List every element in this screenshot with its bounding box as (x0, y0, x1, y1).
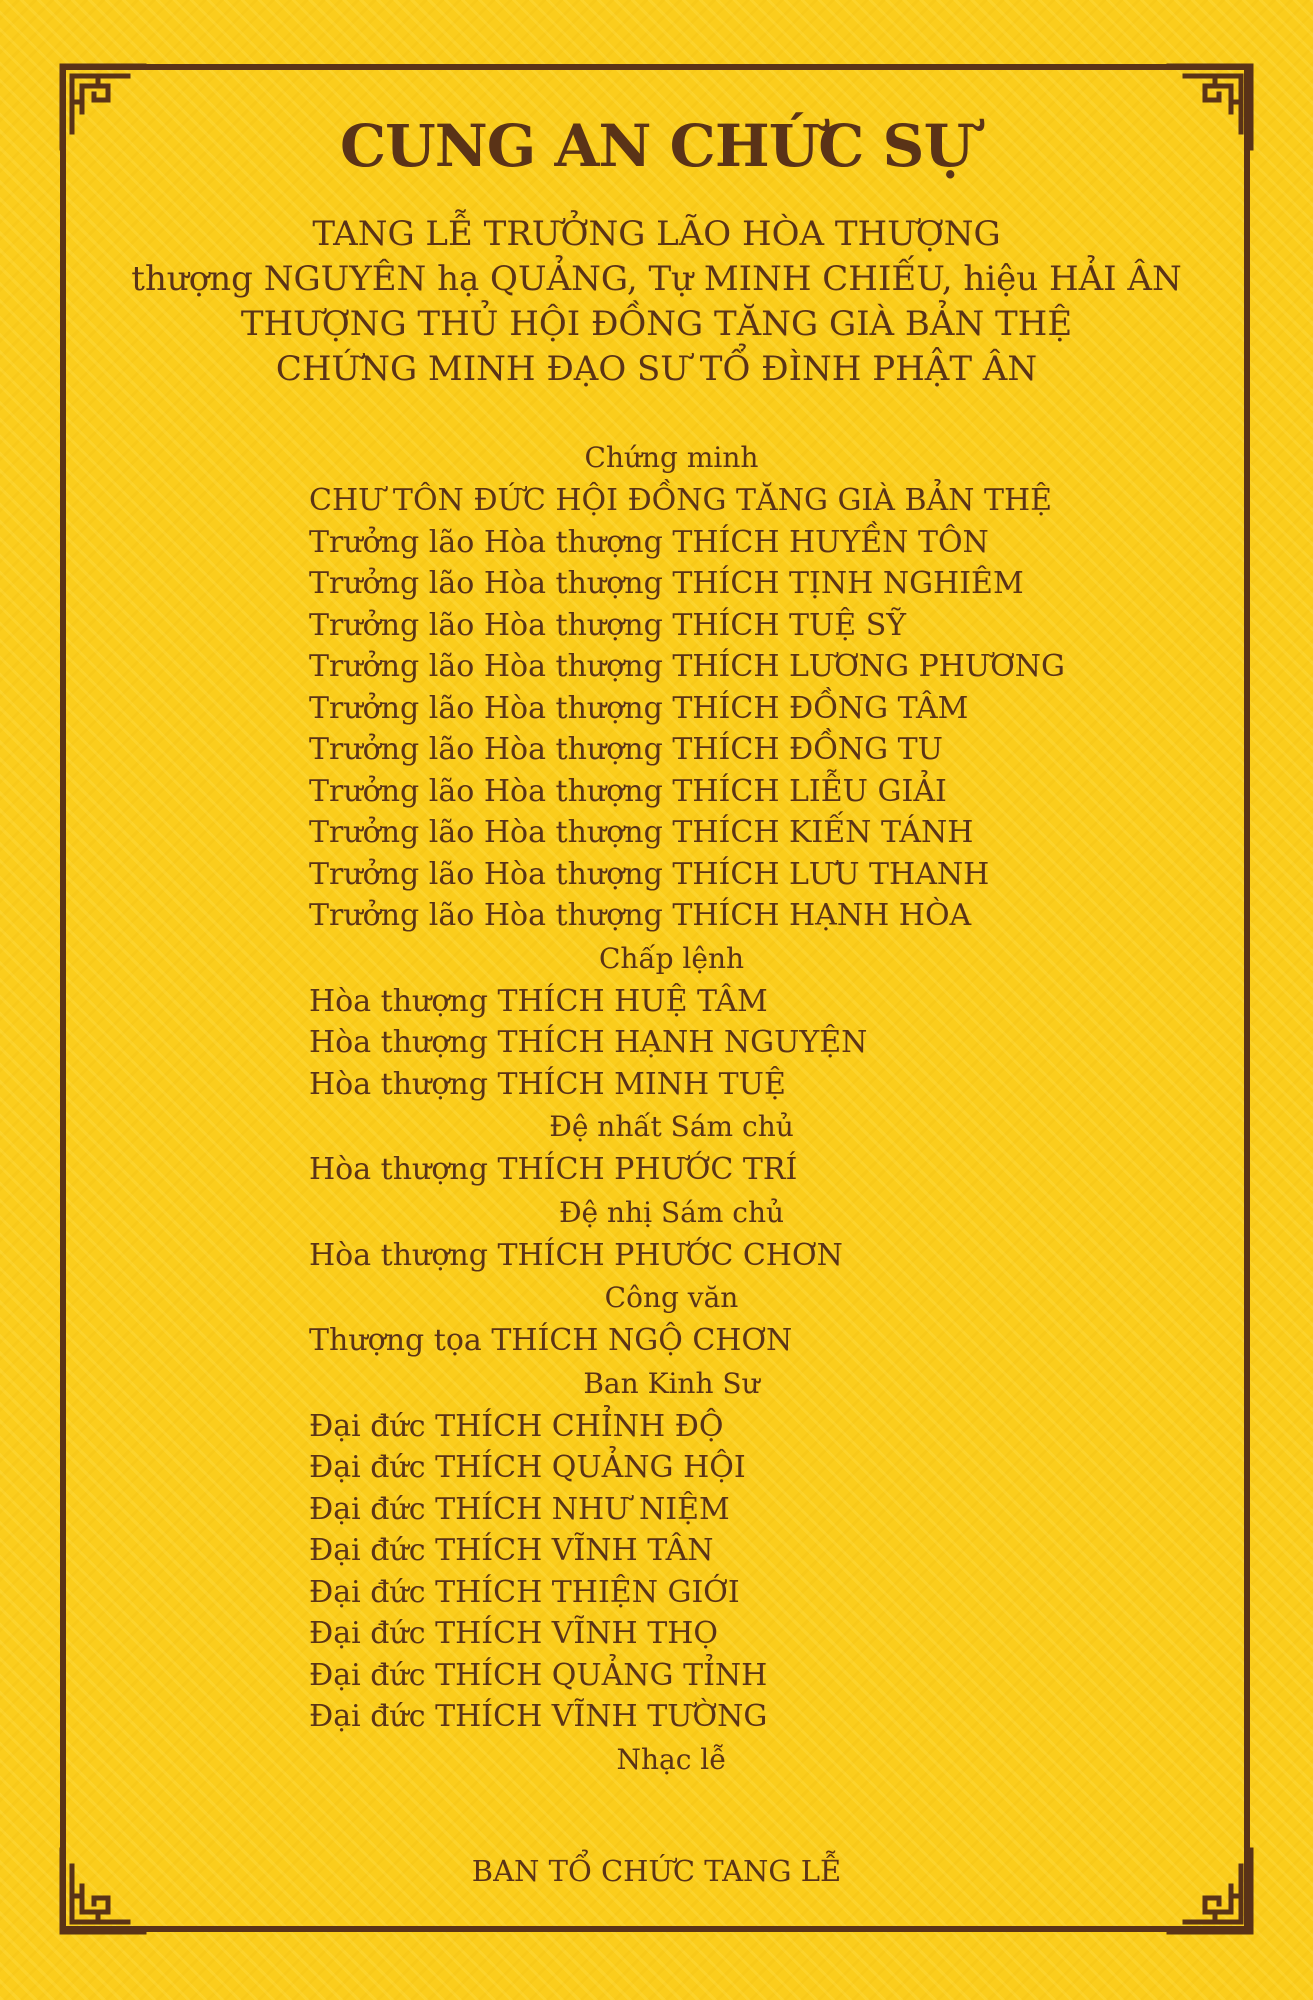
participant-name: Trưởng lão Hòa thượng THÍCH TUỆ SỸ (309, 607, 907, 643)
participant-name: Đại đức THÍCH THIỆN GIỚI (309, 1574, 740, 1610)
section-heading: Đệ nhị Sám chủ (558, 1195, 785, 1229)
participant-name: Hòa thượng THÍCH MINH TUỆ (309, 1066, 786, 1102)
participant-name: Đại đức THÍCH QUẢNG TỈNH (309, 1657, 768, 1693)
participant-name: Trưởng lão Hòa thượng THÍCH LƯU THANH (309, 856, 990, 892)
participant-name: Đại đức THÍCH QUẢNG HỘI (309, 1450, 746, 1485)
participant-name: Đại đức THÍCH CHỈNH ĐỘ (309, 1408, 724, 1444)
section-heading: Chấp lệnh (598, 941, 745, 975)
participant-name: Hòa thượng THÍCH HUỆ TÂM (309, 983, 768, 1019)
subtitle-line: thượng NGUYÊN hạ QUẢNG, Tự MINH CHIẾU, hiệu HẢI ÂN (131, 259, 1182, 299)
participant-name: Đại đức THÍCH VĨNH TÂN (309, 1533, 714, 1568)
participant-name: Đại đức THÍCH VĨNH THỌ (309, 1616, 718, 1651)
section-heading: Ban Kinh Sư (583, 1366, 760, 1400)
participant-name: Đại đức THÍCH NHƯ NIỆM (309, 1491, 730, 1527)
participant-name: Đại đức THÍCH VĨNH TƯỜNG (309, 1699, 768, 1734)
section-heading: Đệ nhất Sám chủ (549, 1110, 794, 1143)
section-heading: Chứng minh (584, 441, 759, 474)
participant-name: Trưởng lão Hòa thượng THÍCH LƯƠNG PHƯƠNG (309, 649, 1066, 684)
participant-name: Hòa thượng THÍCH PHƯỚC TRÍ (309, 1152, 798, 1187)
participant-name: Trưởng lão Hòa thượng THÍCH ĐỒNG TÂM (309, 690, 969, 726)
participant-name: Trưởng lão Hòa thượng THÍCH KIẾN TÁNH (309, 815, 974, 850)
section-heading: Công văn (604, 1281, 739, 1314)
subtitle-line: CHỨNG MINH ĐẠO SƯ TỔ ĐÌNH PHẬT ÂN (275, 349, 1038, 389)
participant-name: Hòa thượng THÍCH PHƯỚC CHƠN (309, 1237, 843, 1273)
subtitle-block (0, 212, 1313, 392)
participant-name: Trưởng lão Hòa thượng THÍCH HẠNH HÒA (309, 898, 972, 933)
subtitle-line: TANG LỄ TRƯỞNG LÃO HÒA THƯỢNG (312, 214, 1001, 254)
document-title: CUNG AN CHỨC SỰ (339, 112, 974, 180)
section-heading: Nhạc lễ (616, 1742, 727, 1776)
participant-name: Trưởng lão Hòa thượng THÍCH HUYỀN TÔN (309, 524, 989, 560)
participant-name: CHƯ TÔN ĐỨC HỘI ĐỒNG TĂNG GIÀ BẢN THỆ (309, 483, 1053, 518)
participant-name: Trưởng lão Hòa thượng THÍCH ĐỒNG TU (309, 732, 943, 767)
participant-name: Thượng tọa THÍCH NGỘ CHƠN (309, 1323, 793, 1358)
subtitle-line: THƯỢNG THỦ HỘI ĐỒNG TĂNG GIÀ BẢN THỆ (240, 304, 1073, 344)
organizer-footer: BAN TỔ CHỨC TANG LỄ (471, 1854, 842, 1888)
roles-list (0, 436, 1313, 1782)
participant-name: Hòa thượng THÍCH HẠNH NGUYỆN (309, 1025, 868, 1060)
participant-name: Trưởng lão Hòa thượng THÍCH LIỄU GIẢI (309, 773, 947, 809)
participant-name: Trưởng lão Hòa thượng THÍCH TỊNH NGHIÊM (309, 566, 1024, 601)
